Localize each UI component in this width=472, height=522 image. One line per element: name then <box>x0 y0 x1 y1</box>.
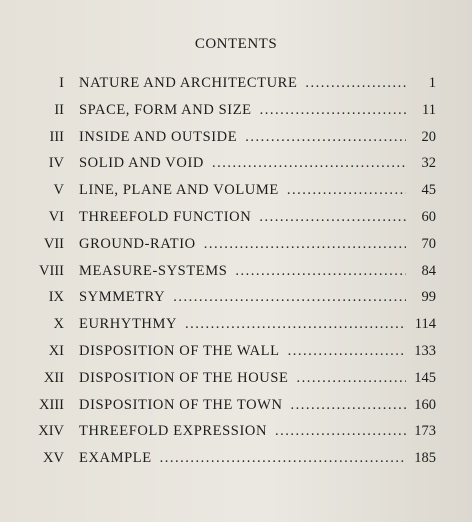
dot-leader <box>288 338 406 365</box>
page-number: 133 <box>414 342 436 359</box>
page-number: 20 <box>421 128 436 145</box>
chapter-title: EXAMPLE <box>79 450 152 467</box>
page-number: 84 <box>421 262 436 279</box>
table-of-contents <box>0 70 472 472</box>
dot-leader <box>260 97 406 124</box>
dot-leader <box>204 231 406 258</box>
dot-leader <box>212 150 406 177</box>
dot-leader <box>297 365 407 392</box>
page-number: 99 <box>421 289 436 306</box>
dot-leader <box>291 392 406 419</box>
toc-entry <box>0 418 472 445</box>
toc-entry <box>0 338 472 365</box>
chapter-number: XII <box>43 369 64 386</box>
chapter-title: SYMMETRY <box>79 289 166 306</box>
toc-entry <box>0 177 472 204</box>
page-number: 160 <box>414 396 436 413</box>
chapter-number: IV <box>48 155 64 172</box>
chapter-title: EURHYTHMY <box>79 316 178 333</box>
page-number: 70 <box>421 235 436 252</box>
page-number: 173 <box>414 423 436 440</box>
contents-heading: CONTENTS <box>194 36 278 52</box>
chapter-title: INSIDE AND OUTSIDE <box>79 128 238 145</box>
chapter-number: VIII <box>39 262 64 279</box>
dot-leader <box>245 124 406 151</box>
chapter-number: V <box>53 182 64 199</box>
page-number: 32 <box>421 155 436 172</box>
toc-entry <box>0 284 472 311</box>
chapter-number: VII <box>43 235 64 252</box>
page-number: 11 <box>422 101 436 118</box>
chapter-title: THREEFOLD EXPRESSION <box>79 423 268 440</box>
toc-entry <box>0 311 472 338</box>
chapter-number: I <box>59 75 64 91</box>
toc-entry <box>0 97 472 124</box>
chapter-title: DISPOSITION OF THE HOUSE <box>79 369 289 386</box>
toc-entry <box>0 445 472 472</box>
toc-entry <box>0 204 472 231</box>
page-number: 185 <box>414 450 436 467</box>
dot-leader <box>185 311 406 338</box>
page-number: 1 <box>428 75 436 91</box>
dot-leader <box>173 284 406 311</box>
page-number: 114 <box>414 316 436 333</box>
chapter-number: III <box>49 128 64 145</box>
chapter-number: X <box>53 316 64 333</box>
chapter-title: LINE, PLANE AND VOLUME <box>79 182 279 199</box>
page-number: 145 <box>414 369 436 386</box>
page-number: 45 <box>421 182 436 199</box>
chapter-number: XIV <box>38 423 64 440</box>
chapter-number: XI <box>48 342 64 359</box>
toc-entry <box>0 392 472 419</box>
chapter-title: SPACE, FORM AND SIZE <box>79 101 252 118</box>
chapter-number: IX <box>48 289 64 306</box>
toc-entry <box>0 231 472 258</box>
dot-leader <box>160 445 406 472</box>
chapter-title: GROUND-RATIO <box>79 235 196 252</box>
toc-entry <box>0 365 472 392</box>
dot-leader <box>275 418 406 445</box>
chapter-title: THREEFOLD FUNCTION <box>79 208 252 225</box>
chapter-title: DISPOSITION OF THE WALL <box>79 342 280 359</box>
dot-leader <box>235 258 406 285</box>
chapter-title: MEASURE-SYSTEMS <box>79 262 228 279</box>
page-number: 60 <box>421 208 436 225</box>
chapter-title: DISPOSITION OF THE TOWN <box>79 396 283 413</box>
toc-entry <box>0 258 472 285</box>
chapter-title: SOLID AND VOID <box>79 155 204 172</box>
chapter-number: XV <box>43 450 64 467</box>
toc-entry <box>0 70 472 97</box>
chapter-number: II <box>54 101 64 118</box>
toc-entry <box>0 150 472 177</box>
dot-leader <box>287 177 406 204</box>
dot-leader <box>305 70 406 97</box>
chapter-number: VI <box>48 208 64 225</box>
toc-entry <box>0 124 472 151</box>
chapter-title: NATURE AND ARCHITECTURE <box>79 75 298 91</box>
dot-leader <box>259 204 406 231</box>
chapter-number: XIII <box>39 396 64 413</box>
